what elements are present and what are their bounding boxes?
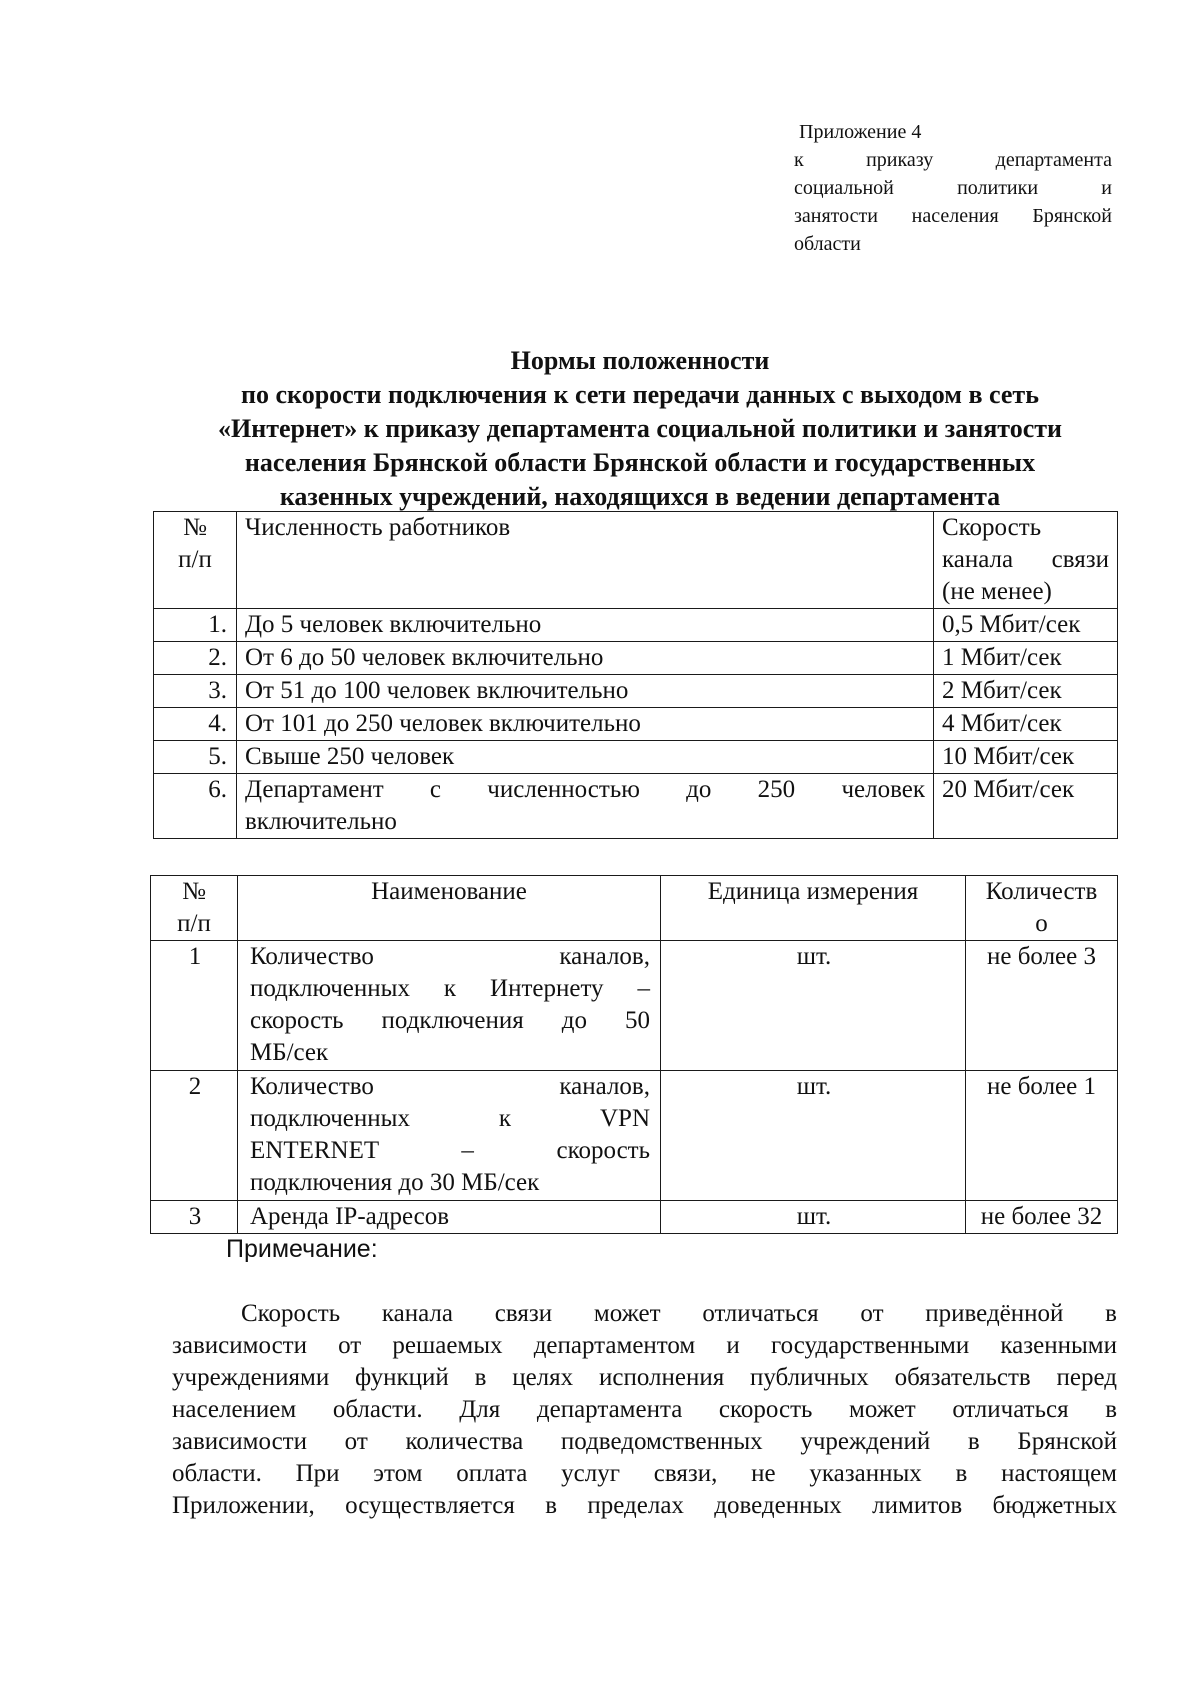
table-row	[151, 1201, 1118, 1234]
row-employees: От 6 до 50 человек включительно	[237, 642, 934, 675]
table-row	[151, 941, 1118, 1071]
row-speed: 0,5 Мбит/сек	[934, 609, 1118, 642]
row-employees: От 51 до 100 человек включительно	[237, 675, 934, 708]
appendix-line-2: к приказу департамента	[794, 149, 1112, 171]
row-unit: шт.	[661, 1201, 966, 1234]
table-row	[154, 741, 1118, 774]
appendix-line-4: занятости населения Брянской	[794, 205, 1112, 227]
row-number: 4.	[154, 708, 237, 741]
row-employees: Свыше 250 человек	[237, 741, 934, 774]
row-name-line: Аренда IP-адресов	[250, 1203, 450, 1230]
header-number-symbol: №	[183, 514, 207, 541]
header-number	[154, 512, 237, 609]
row-name-line: подключенных к VPN	[250, 1105, 650, 1132]
header-name: Наименование	[238, 876, 661, 941]
header-speed-line-2: канала связи	[942, 546, 1109, 573]
title-line-3: «Интернет» к приказу департамента социальной политики и занятости	[218, 414, 1062, 443]
header-speed	[934, 512, 1118, 609]
row-quantity: не более 1	[966, 1071, 1118, 1201]
header-number-symbol: №	[182, 878, 206, 905]
title-line-4: населения Брянской области Брянской области и государственных	[244, 448, 1036, 477]
header-speed-line-1: Скорость	[942, 514, 1042, 541]
row-name-line: подключенных к Интернету –	[250, 975, 650, 1002]
appendix-header	[794, 118, 1112, 258]
header-quantity-line-2: о	[1035, 910, 1048, 937]
header-quantity-line-1: Количеств	[985, 878, 1098, 905]
header-speed-line-3: (не менее)	[942, 578, 1052, 605]
title-line-2: по скорости подключения к сети передачи данных с выходом в сеть	[241, 380, 1039, 409]
row-number: 2.	[154, 642, 237, 675]
row-unit: шт.	[661, 941, 966, 1071]
row-name-line: подключения до 30 МБ/сек	[250, 1169, 540, 1196]
table-row	[154, 708, 1118, 741]
row-number: 1	[151, 941, 238, 1071]
note-line: зависимости от решаемых департаментом и государственными казенными	[172, 1332, 1117, 1359]
row-name-line: МБ/сек	[250, 1039, 329, 1066]
row-number: 3	[151, 1201, 238, 1234]
row-name-line: ENTERNET – скорость	[250, 1137, 650, 1164]
row-number: 3.	[154, 675, 237, 708]
note-line: зависимости от количества подведомственных учреждений в Брянской	[172, 1428, 1117, 1455]
header-quantity	[966, 876, 1118, 941]
row-quantity: не более 32	[966, 1201, 1118, 1234]
table-row	[154, 642, 1118, 675]
appendix-line-5: области	[794, 233, 861, 255]
row-speed: 10 Мбит/сек	[934, 741, 1118, 774]
row-number: 2	[151, 1071, 238, 1201]
row-name-line: Количество каналов,	[250, 943, 650, 970]
row-unit: шт.	[661, 1071, 966, 1201]
header-number	[151, 876, 238, 941]
table-row	[151, 1071, 1118, 1201]
header-employees: Численность работников	[237, 512, 934, 609]
row-employees-line-2: включительно	[245, 808, 397, 835]
row-speed: 1 Мбит/сек	[934, 642, 1118, 675]
row-employees: От 101 до 250 человек включительно	[237, 708, 934, 741]
appendix-number: Приложение 4	[799, 121, 922, 143]
note-line: учреждениями функций в целях исполнения публичных обязательств перед	[172, 1364, 1117, 1391]
row-employees: До 5 человек включительно	[237, 609, 934, 642]
row-name	[238, 941, 661, 1071]
row-employees-line-1: Департамент с численностью до 250 человек	[245, 776, 925, 803]
document-title	[150, 344, 1130, 514]
row-number: 6.	[154, 774, 237, 839]
row-name-line: скорость подключения до 50	[250, 1007, 650, 1034]
row-employees	[237, 774, 934, 839]
row-speed: 4 Мбит/сек	[934, 708, 1118, 741]
header-unit: Единица измерения	[661, 876, 966, 941]
table-row	[154, 609, 1118, 642]
header-number-abbr: п/п	[177, 910, 211, 937]
table-row	[154, 675, 1118, 708]
note-line: Скорость канала связи может отличаться от приведённой в	[241, 1300, 1117, 1327]
row-speed: 20 Мбит/сек	[934, 774, 1118, 839]
row-number: 1.	[154, 609, 237, 642]
note-line: Приложении, осуществляется в пределах доведенных лимитов бюджетных	[172, 1492, 1117, 1519]
title-line-1: Нормы положенности	[510, 346, 770, 375]
row-name-line: Количество каналов,	[250, 1073, 650, 1100]
title-line-5: казенных учреждений, находящихся в ведении департамента	[279, 482, 1001, 511]
table-row	[154, 774, 1118, 839]
note-body	[172, 1298, 1117, 1522]
row-number: 5.	[154, 741, 237, 774]
appendix-line-3: социальной политики и	[794, 177, 1112, 199]
row-name	[238, 1071, 661, 1201]
channels-table	[150, 875, 1118, 1234]
note-line: населением области. Для департамента скорость может отличаться в	[172, 1396, 1117, 1423]
row-quantity: не более 3	[966, 941, 1118, 1071]
table-header-row	[151, 876, 1118, 941]
note-label: Примечание:	[226, 1235, 378, 1263]
header-number-abbr: п/п	[178, 546, 212, 573]
speed-norms-table	[153, 511, 1118, 839]
row-name	[238, 1201, 661, 1234]
row-speed: 2 Мбит/сек	[934, 675, 1118, 708]
note-line: области. При этом оплата услуг связи, не указанных в настоящем	[172, 1460, 1117, 1487]
table-header-row	[154, 512, 1118, 609]
